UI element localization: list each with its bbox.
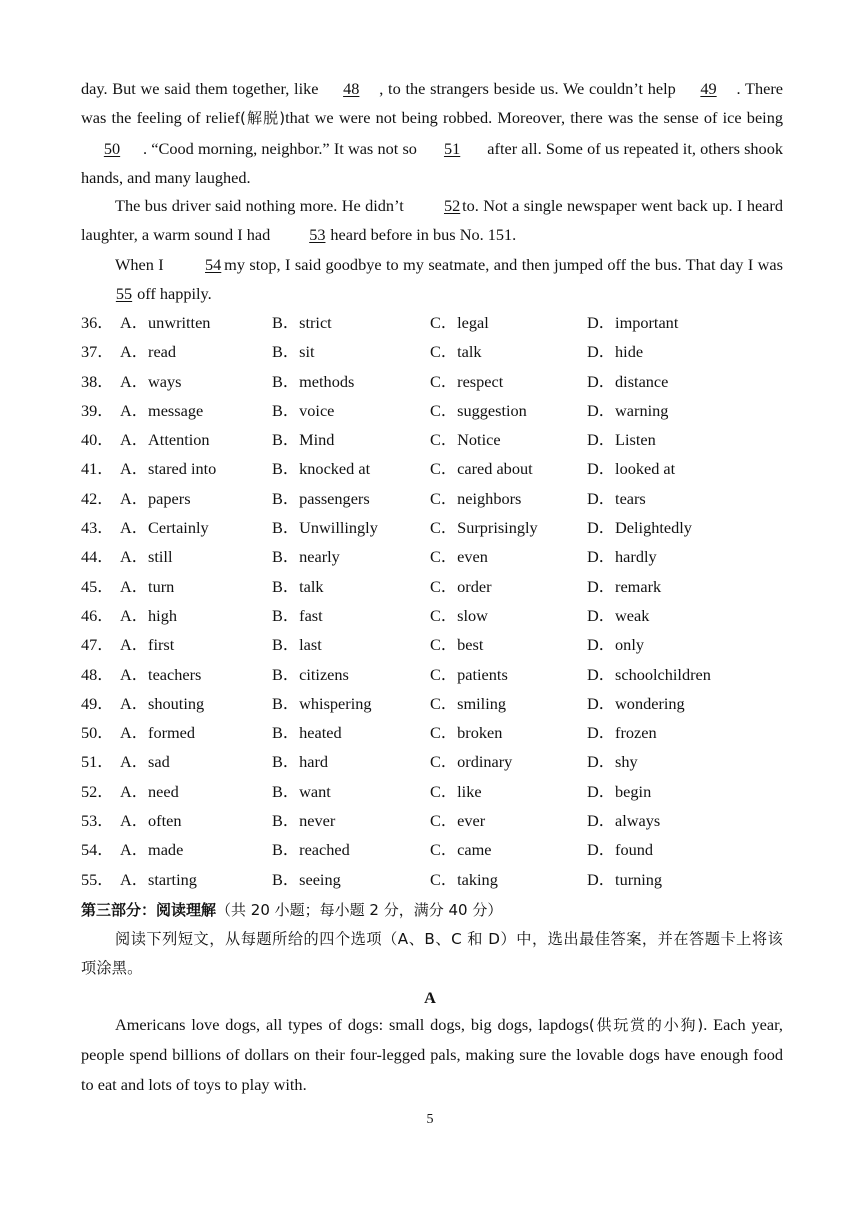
passage-paragraph-2 — [81, 191, 783, 250]
question-number: 41． — [81, 459, 114, 479]
question-number: 50． — [81, 723, 114, 743]
option-row — [81, 835, 783, 864]
option-c: C．taking — [430, 869, 498, 889]
option-a: A．often — [120, 811, 182, 831]
option-row — [81, 601, 783, 630]
option-d: D．shy — [587, 752, 638, 772]
question-number: 46． — [81, 605, 114, 625]
option-c: C．cared about — [430, 459, 533, 479]
option-a: A．message — [120, 400, 204, 420]
option-c: C．even — [430, 547, 488, 567]
option-row — [81, 542, 783, 571]
option-d: D．schoolchildren — [587, 664, 711, 684]
option-c: C．came — [430, 840, 492, 860]
option-b: B．strict — [272, 313, 332, 332]
option-c: C．Notice — [430, 430, 501, 450]
option-c: C．broken — [430, 723, 503, 743]
option-a: A．read — [120, 342, 177, 362]
text: after all. Some of us repeated it, others shook hands, and many laughed. — [81, 138, 783, 187]
question-number: 38． — [81, 371, 114, 391]
option-row — [81, 689, 783, 718]
option-b: B．fast — [272, 605, 323, 625]
option-row — [81, 396, 783, 425]
blank-52: 52 — [443, 196, 461, 215]
passage-paragraph-1 — [81, 74, 783, 192]
question-number: 42． — [81, 488, 114, 508]
option-b: B．heated — [272, 723, 342, 743]
option-d: D．Listen — [587, 430, 656, 450]
option-c: C．smiling — [430, 693, 506, 713]
option-a: A．sad — [120, 752, 170, 772]
option-row — [81, 572, 783, 601]
option-a: A．formed — [120, 723, 196, 743]
text: The bus driver said nothing more. He didn’t — [115, 196, 404, 215]
option-row — [81, 337, 783, 366]
option-c: C．slow — [430, 605, 488, 625]
option-b: B．nearly — [272, 547, 340, 567]
option-row — [81, 718, 783, 747]
blank-51: 51 — [443, 138, 461, 158]
question-number: 45． — [81, 576, 114, 596]
question-number: 53． — [81, 811, 114, 831]
option-a: A．Certainly — [120, 518, 209, 538]
option-a: A．unwritten — [120, 313, 211, 332]
option-a: A．stared into — [120, 459, 217, 479]
option-b: B．want — [272, 781, 331, 801]
option-b: B．citizens — [272, 664, 349, 684]
text: that we were not being robbed. Moreover, there was the sense of ice being — [285, 108, 783, 128]
text: . Each year, people spend billions of dollars on their four-legged pals, making sure the lovable dogs have enough food to eat and lots of toys to play with. — [81, 1015, 783, 1094]
option-c: C．neighbors — [430, 488, 522, 508]
option-d: D．hardly — [587, 547, 657, 567]
blank-49: 49 — [700, 79, 717, 98]
section-3-instruction: 阅读下列短文，从每题所给的四个选项（A、B、C 和 D）中，选出最佳答案，并在答题卡上将该项涂黑。 — [81, 930, 783, 978]
option-row — [81, 660, 783, 689]
question-number: 47． — [81, 635, 114, 655]
passage-paragraph-3 — [81, 250, 783, 309]
option-row — [81, 425, 783, 454]
option-row — [81, 367, 783, 396]
option-c: C．like — [430, 781, 482, 801]
text: . “Cood morning, neighbor.” It was not so — [143, 138, 417, 158]
option-b: B．last — [272, 635, 322, 655]
option-b: B．seeing — [272, 869, 341, 889]
option-c: C．ordinary — [430, 752, 513, 772]
text: off happily. — [137, 284, 212, 304]
option-row — [81, 454, 783, 483]
text: Americans love dogs, all types of dogs: small dogs, big dogs, lapdogs — [115, 1015, 589, 1034]
question-number: 39． — [81, 400, 114, 420]
option-a: A．high — [120, 605, 177, 625]
option-d: D．always — [587, 811, 661, 831]
option-a: A．papers — [120, 488, 191, 508]
option-d: D．warning — [587, 400, 669, 420]
option-d: D．looked at — [587, 459, 676, 479]
text: heard before in bus No. 151. — [330, 225, 517, 245]
option-a: A．first — [120, 635, 175, 655]
text: day. But we said them together, like — [81, 79, 319, 98]
option-b: B．Mind — [272, 430, 335, 450]
option-b: B．voice — [272, 400, 335, 420]
gloss-relief: (解脱) — [240, 109, 286, 128]
option-d: D．weak — [587, 605, 650, 625]
option-d: D．Delightedly — [587, 518, 692, 538]
option-row — [81, 484, 783, 513]
option-d: D．remark — [587, 576, 662, 596]
option-a: A．need — [120, 781, 179, 801]
option-c: C．patients — [430, 664, 508, 684]
text: to. Not a single newspaper went back up. I heard laughter, a warm sound I had — [81, 196, 783, 245]
option-d: D．important — [587, 313, 679, 332]
option-b: B．never — [272, 811, 336, 831]
blank-55: 55 — [115, 284, 133, 304]
option-a: A．ways — [120, 371, 182, 391]
question-number: 43． — [81, 518, 114, 538]
option-b: B．talk — [272, 576, 324, 596]
passage-a-paragraph — [81, 1010, 783, 1099]
option-b: B．methods — [272, 371, 355, 391]
option-d: D．found — [587, 840, 654, 860]
section-3-subtitle: （共 20 小题；每小题 2 分，满分 40 分） — [216, 901, 503, 919]
option-row — [81, 806, 783, 835]
question-number: 49． — [81, 693, 114, 713]
question-number: 36． — [81, 313, 114, 332]
option-row — [81, 865, 783, 894]
option-c: C．ever — [430, 811, 486, 831]
text: . There was the feeling of relief — [81, 79, 784, 128]
passage-a-label: A — [424, 988, 436, 1007]
option-c: C．order — [430, 576, 492, 596]
question-number: 52． — [81, 781, 114, 801]
blank-48: 48 — [343, 79, 360, 98]
option-b: B．passengers — [272, 488, 370, 508]
option-b: B．knocked at — [272, 459, 371, 479]
option-d: D．wondering — [587, 693, 685, 713]
question-number: 54． — [81, 840, 114, 860]
text: , to the strangers beside us. We couldn’t help — [379, 79, 676, 98]
option-b: B．whispering — [272, 693, 372, 713]
option-d: D．tears — [587, 488, 646, 508]
option-b: B．Unwillingly — [272, 518, 378, 538]
option-a: A．made — [120, 840, 184, 860]
option-row — [81, 777, 783, 806]
option-a: A．teachers — [120, 664, 202, 684]
option-d: D．distance — [587, 371, 669, 391]
option-d: D．turning — [587, 869, 663, 889]
option-a: A．turn — [120, 576, 175, 596]
option-row — [81, 630, 783, 659]
question-number: 37． — [81, 342, 114, 362]
option-c: C．respect — [430, 371, 504, 391]
option-row — [81, 513, 783, 542]
option-a: A．shouting — [120, 693, 205, 713]
option-c: C．Surprisingly — [430, 518, 538, 538]
option-a: A．Attention — [120, 430, 210, 450]
option-a: A．starting — [120, 869, 197, 889]
text: When I — [115, 255, 164, 274]
option-b: B．reached — [272, 840, 350, 860]
question-number: 51． — [81, 752, 114, 772]
section-3-heading — [81, 896, 502, 925]
option-a: A．still — [120, 547, 173, 567]
blank-53: 53 — [309, 225, 326, 245]
options-list — [81, 308, 783, 894]
option-c: C．suggestion — [430, 400, 527, 420]
option-row — [81, 308, 783, 337]
question-number: 48． — [81, 664, 114, 684]
option-row — [81, 747, 783, 776]
text: my stop, I said goodbye to my seatmate, and then jumped off the bus. That day I was — [224, 255, 783, 274]
question-number: 55． — [81, 869, 114, 889]
option-d: D．hide — [587, 342, 644, 362]
option-b: B．sit — [272, 342, 315, 362]
section-3-title: 第三部分：阅读理解 — [81, 901, 217, 919]
option-d: D．only — [587, 635, 644, 655]
blank-54: 54 — [205, 255, 222, 274]
option-c: C．best — [430, 635, 484, 655]
blank-50: 50 — [103, 138, 121, 158]
question-number: 44． — [81, 547, 114, 567]
option-d: D．frozen — [587, 723, 657, 743]
option-c: C．legal — [430, 313, 489, 332]
gloss-lapdogs: (供玩赏的小狗) — [588, 1016, 704, 1034]
question-number: 40． — [81, 430, 114, 450]
page-number: 5 — [426, 1112, 434, 1127]
option-b: B．hard — [272, 752, 329, 772]
option-c: C．talk — [430, 342, 482, 362]
option-d: D．begin — [587, 781, 652, 801]
